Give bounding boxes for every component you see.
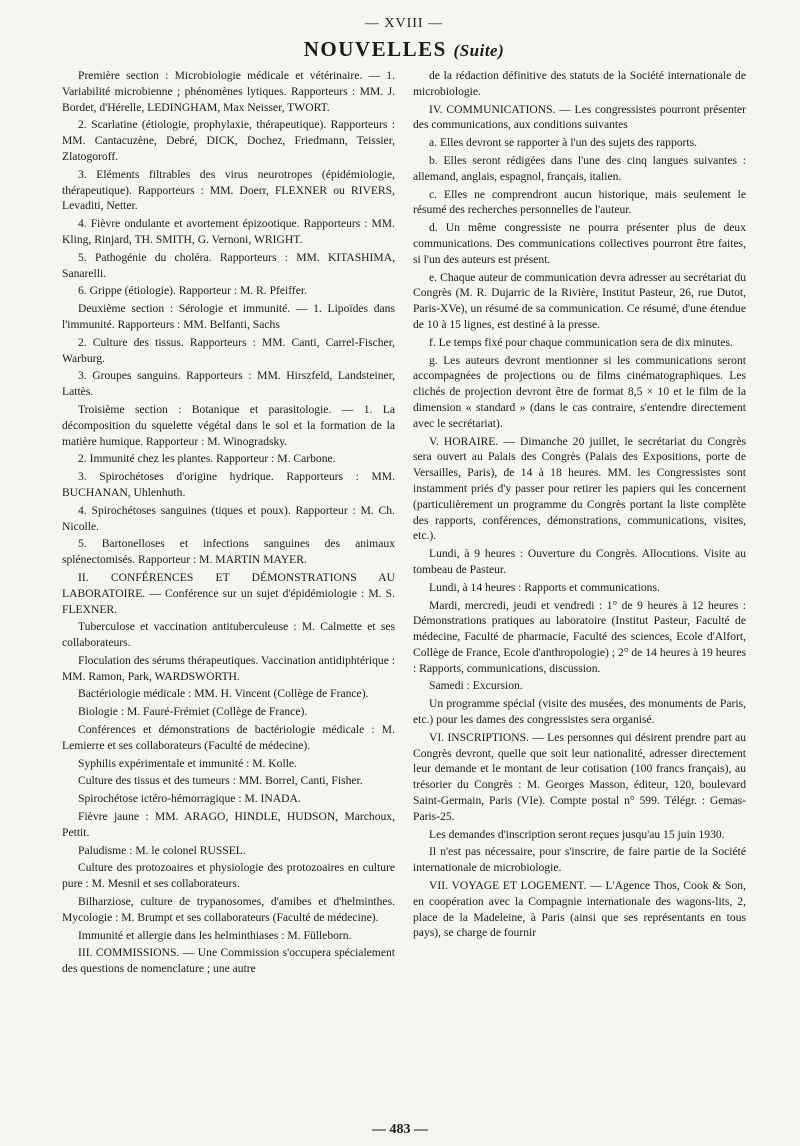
paragraph: Bilharziose, culture de trypanosomes, d'amibes et d'helminthes. Mycologie : M. Brumpt et ses collaborateurs (Faculté de médecine). [62,895,395,924]
paragraph: VI. INSCRIPTIONS. — Les personnes qui désirent prendre part au Congrès devront, quelle que soit leur nationalité, adresser directement leur demande et le montant de leur cotisation (100 francs français), au trésorier du Congrès : M. Georges Masson, éditeur, 120, boulevard Saint-Germain, Paris (VIe). Compte postal n° 599. Télégr. : Gemas-Paris-25. [413,730,746,823]
paragraph: Lundi, à 14 heures : Rapports et communications. [429,580,660,594]
paragraph: Syphilis expérimentale et immunité : M. Kolle. [78,756,297,770]
paragraph: Samedi : Excursion. [429,679,523,693]
paragraph: 2. Culture des tissus. Rapporteurs : MM. Canti, Carrel-Fischer, Warburg. [62,335,395,365]
paragraph: d. Un même congressiste ne pourra présenter plus de deux communications. Des communications collectives pourront être faites, si l'un des auteurs est présent. [413,221,746,266]
paragraph: III. COMMISSIONS. — Une Commission s'occupera spécialement des questions de nomenclature ; une autre [62,946,395,976]
paragraph: Spirochétose ictéro-hémorragique : M. INADA. [78,792,301,806]
paragraph: c. Elles ne comprendront aucun historique, mais seulement le résumé des recherches personnelles de l'auteur. [413,187,746,217]
paragraph: II. CONFÉRENCES ET DÉMONSTRATIONS AU LABORATOIRE. — Conférence sur un sujet d'épidémiologie : M. S. FLEXNER. [62,570,395,616]
paragraph: 3. Spirochétoses d'origine hydrique. Rapporteurs : MM. BUCHANAN, Uhlenhuth. [62,470,395,499]
paragraph: 4. Spirochétoses sanguines (tiques et poux). Rapporteur : M. Ch. Nicolle. [62,503,395,533]
paragraph: g. Les auteurs devront mentionner si les communications seront accompagnées de projections ou de films cinématographiques. Les clichés de projection devront être de format 8,5 × 10 et le film de la dimension « standard » (dans le cas contraire, s'entendre directement avec le secrétariat). [413,353,746,430]
paragraph: Deuxième section : Sérologie et immunité. — 1. Lipoïdes dans l'immunité. Rapporteurs : MM. Belfanti, Sachs [62,302,395,331]
paragraph: Lundi, à 9 heures : Ouverture du Congrès. Allocutions. Visite au tombeau de Pasteur. [413,547,746,576]
paragraph: Fièvre jaune : MM. ARAGO, HINDLE, HUDSON, Marchoux, Pettit. [62,810,395,839]
page-roman-numeral: — XVIII — [364,16,444,31]
paragraph: Floculation des sérums thérapeutiques. Vaccination antidiphtérique : MM. Ramon, Park, WARDSWORTH. [62,653,395,683]
right-column [413,68,746,979]
paragraph: 4. Fièvre ondulante et avortement épizootique. Rapporteurs : MM. Kling, Rinjard, TH. SMITH, G. Vernoni, WRIGHT. [62,217,395,246]
paragraph: Paludisme : M. le colonel RUSSEL. [78,843,246,857]
paragraph: 2. Scarlatine (étiologie, prophylaxie, thérapeutique). Rapporteurs : MM. Cantacuzène, Debré, DICK, Dochez, Friedmann, Teissier, Zlatogoroff. [62,118,395,163]
paragraph: Bactériologie médicale : MM. H. Vincent (Collège de France). [78,687,369,701]
paragraph: IV. COMMUNICATIONS. — Les congressistes pourront présenter des communications, aux conditions suivantes [413,102,746,132]
paragraph: Tuberculose et vaccination antituberculeuse : M. Calmette et ses collaborateurs. [62,620,395,650]
text-columns [62,68,746,979]
left-column [62,68,395,979]
paragraph: f. Le temps fixé pour chaque communication sera de dix minutes. [429,335,733,349]
paragraph: Conférences et démonstrations de bactériologie médicale : M. Lemierre et ses collaborateurs (Faculté de médecine). [62,723,395,752]
page-number: — 483 — [372,1122,428,1137]
paragraph: b. Elles seront rédigées dans l'une des cinq langues suivantes : allemand, anglais, espagnol, français, italien. [413,153,746,183]
paragraph: Mardi, mercredi, jeudi et vendredi : 1° de 9 heures à 12 heures : Démonstrations pratiques au laboratoire (Institut Pasteur, Faculté de médecine, Faculté de pharmacie, Faculté des sciences, Ecole d'Alfort, Collège de France, Ecole d'anthropologie) ; 2° de 14 heures à 19 heures : Rapports, communications, discussion. [413,598,746,675]
paragraph: Première section : Microbiologie médicale et vétérinaire. — 1. Variabilité microbienne ; phénomènes lytiques. Rapporteurs : MM. J. Bordet, d'Hérelle, LEDINGHAM, Max Neisser, TWORT. [62,69,395,114]
page-title [62,34,746,66]
paragraph: 6. Grippe (étiologie). Rapporteur : M. R. Pfeiffer. [78,284,308,298]
paragraph: Troisième section : Botanique et parasitologie. — 1. La décomposition du squelette végétal dans le sol et la formation de la matière humique. Rapporteur : M. Winogradsky. [62,402,395,448]
paragraph: V. HORAIRE. — Dimanche 20 juillet, le secrétariat du Congrès sera ouvert au Palais des Congrès (Palais des Expositions, porte de Versailles, Paris), de 14 à 18 heures. MM. les Congressistes sont instamment priés d'y passer pour retirer les papiers qui les concernent (particulièrement un programme du Congrès portant la liste complète des rapports, conférences, démonstrations, communications, visites, etc.). [413,434,746,543]
title-main: NOUVELLES [303,37,447,61]
paragraph: Un programme spécial (visite des musées, des monuments de Paris, etc.) pour les dames des congressistes sera organisé. [413,697,746,727]
paragraph: 5. Pathogénie du choléra. Rapporteurs : MM. KITASHIMA, Sanarelli. [62,250,395,280]
paragraph: de la rédaction définitive des statuts de la Société internationale de microbiologie. [413,69,746,98]
paragraph: 5. Bartonelloses et infections sanguines des animaux splénectomisés. Rapporteur : M. MARTIN MAYER. [62,537,395,567]
paragraph: Les demandes d'inscription seront reçues jusqu'au 15 juin 1930. [429,827,725,841]
paragraph: 2. Immunité chez les plantes. Rapporteur : M. Carbone. [78,452,336,466]
paragraph: 3. Groupes sanguins. Rapporteurs : MM. Hirszfeld, Landsteiner, Lattès. [62,369,395,399]
paragraph: Biologie : M. Fauré-Frémiet (Collège de France). [78,705,308,719]
paragraph: a. Elles devront se rapporter à l'un des sujets des rapports. [429,136,698,150]
paragraph: VII. VOYAGE ET LOGEMENT. — L'Agence Thos, Cook & Son, en coopération avec la Compagnie internationale des wagons-lits, 2, place de la Madeleine, à Paris (ainsi que ses représentants en tous pays), se charge de fournir [413,879,746,940]
paragraph: Il n'est pas nécessaire, pour s'inscrire, de faire partie de la Société internationale de microbiologie. [413,845,746,875]
paragraph: 3. Eléments filtrables des virus neurotropes (épidémiologie, thérapeutique). Rapporteurs : MM. Doerr, FLEXNER ou RIVERS, Levaditi, Netter. [62,167,395,213]
paragraph: e. Chaque auteur de communication devra adresser au secrétariat du Congrès (M. R. Dujarric de la Rivière, Institut Pasteur, 26, rue Dutot, Paris-XVe), un résumé de sa communication. Ce résumé, d'une étendue de 10 à 15 lignes, est destiné à la presse. [413,270,746,331]
paragraph: Culture des tissus et des tumeurs : MM. Borrel, Canti, Fisher. [78,774,363,788]
paragraph: Culture des protozoaires et physiologie des protozoaires en culture pure : M. Mesnil et ses collaborateurs. [62,861,395,891]
paragraph: Immunité et allergie dans les helminthiases : M. Fülleborn. [78,928,352,942]
title-suffix: (Suite) [453,41,505,60]
